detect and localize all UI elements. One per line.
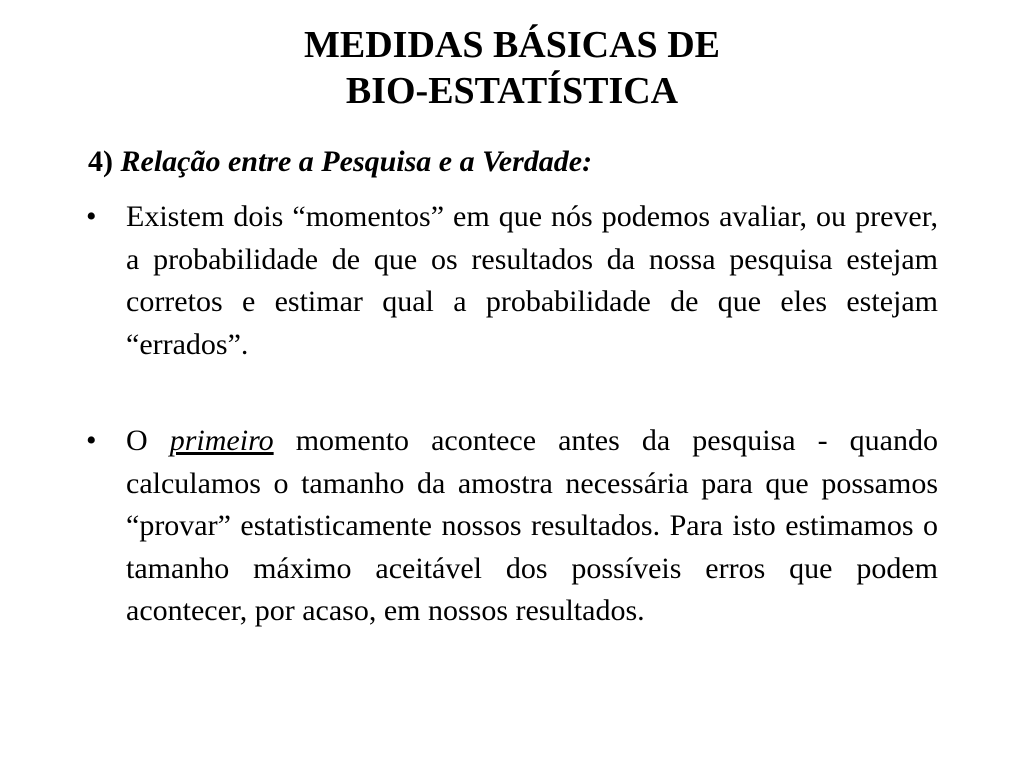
- bullet-item-2: [86, 420, 938, 633]
- slide-title: [0, 22, 1024, 114]
- bullet-item-1: [86, 196, 938, 366]
- section-heading: [88, 142, 592, 182]
- heading-number: 4): [88, 145, 113, 178]
- bullet-2-emphasis: primeiro: [169, 424, 274, 457]
- bullet-marker: •: [86, 200, 97, 233]
- bullet-1-text: Existem dois “momentos” em que nós podemos avaliar, ou prever, a probabilidade de que os resultados da nossa pesquisa estejam corretos e estimar qual a probabilidade de que eles estejam “errados”.: [126, 200, 938, 361]
- heading-text: Relação entre a Pesquisa e a Verdade:: [120, 145, 593, 178]
- title-line-2: BIO-ESTATÍSTICA: [345, 70, 679, 112]
- bullet-marker: •: [86, 424, 97, 457]
- bullet-2-body: [126, 420, 938, 633]
- bullet-2-intro: O: [126, 424, 148, 457]
- title-line-1: MEDIDAS BÁSICAS DE: [304, 24, 720, 66]
- bullet-2-text: momento acontece antes da pesquisa - quando calculamos o tamanho da amostra necessária para que possamos “provar” estatisticamente nossos resultados. Para isto estimamos o tamanho máximo aceitável dos possíveis erros que podem acontecer, por acaso, em nossos resultados.: [126, 424, 938, 627]
